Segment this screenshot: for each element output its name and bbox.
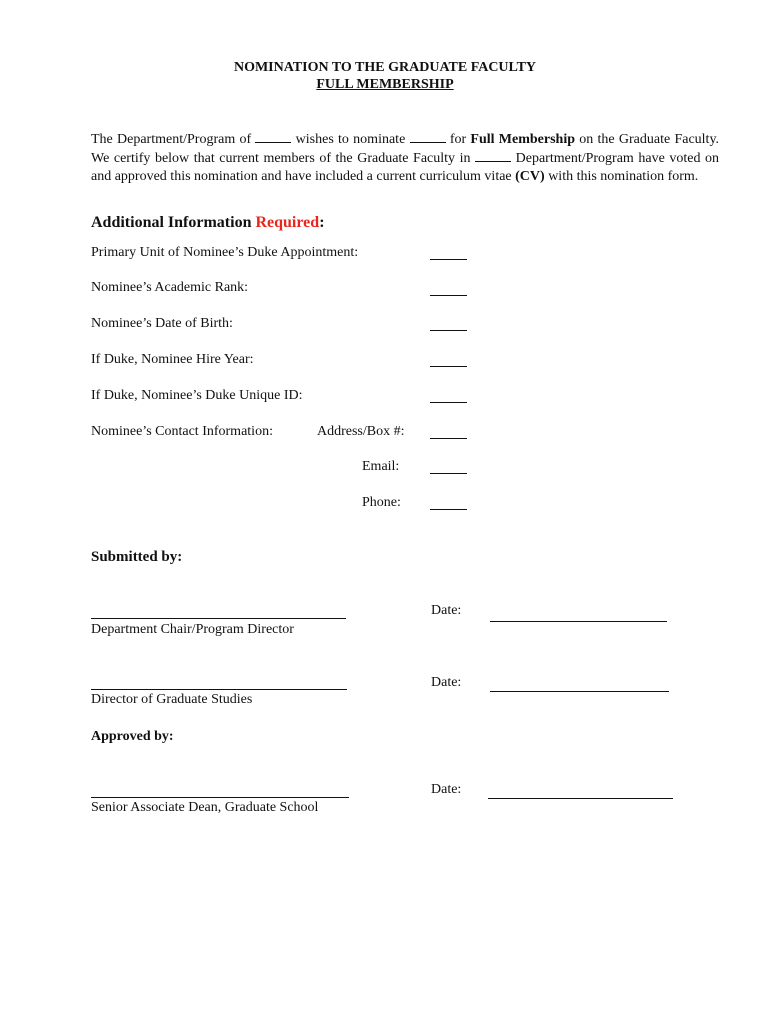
field-label-date-of-birth: Nominee’s Date of Birth:	[91, 316, 233, 331]
chair-date-line[interactable]	[490, 621, 667, 622]
dgs-date-label: Date:	[431, 675, 462, 690]
field-date-of-birth[interactable]	[430, 330, 467, 331]
dean-date-label: Date:	[431, 782, 462, 797]
intro-text-5: on the Graduate Faculty. We certify below that current members of the Graduate Faculty in	[91, 132, 720, 166]
additional-info-heading-colon: :	[319, 214, 325, 231]
submitted-by-heading: Submitted by:	[91, 549, 183, 565]
field-label-hire-year: If Duke, Nominee Hire Year:	[91, 352, 254, 367]
field-phone[interactable]	[430, 509, 467, 510]
dean-signature-label: Senior Associate Dean, Graduate School	[91, 800, 319, 815]
field-label-primary-unit: Primary Unit of Nominee’s Duke Appointment:	[91, 245, 359, 260]
field-primary-unit[interactable]	[430, 259, 467, 260]
intro-text-3: for	[449, 132, 467, 147]
dean-signature-line[interactable]	[91, 797, 349, 798]
form-title: NOMINATION TO THE GRADUATE FACULTY	[233, 60, 537, 75]
chair-signature-label: Department Chair/Program Director	[91, 622, 294, 637]
field-label-email: Email:	[362, 459, 400, 474]
field-hire-year[interactable]	[430, 366, 467, 367]
field-address[interactable]	[430, 438, 467, 439]
additional-info-heading	[91, 214, 325, 232]
field-label-contact-info: Nominee’s Contact Information:	[91, 424, 273, 439]
intro-text-2: wishes to nominate	[295, 132, 406, 147]
dgs-date-line[interactable]	[490, 691, 669, 692]
intro-paragraph	[91, 130, 719, 186]
intro-text-6: Department/Program have voted on and approved this nomination and have included a current curriculum vitae	[91, 151, 720, 184]
intro-text-8: with this nomination form.	[548, 169, 699, 184]
required-label: Required	[255, 214, 320, 231]
field-email[interactable]	[430, 473, 467, 474]
additional-info-heading-a: Additional Information	[91, 214, 252, 231]
faculty-department-blank[interactable]	[475, 149, 511, 162]
intro-full-membership: Full Membership	[470, 132, 576, 147]
field-unique-id[interactable]	[430, 402, 467, 403]
dgs-signature-label: Director of Graduate Studies	[91, 692, 253, 707]
chair-date-label: Date:	[431, 603, 462, 618]
field-label-phone: Phone:	[362, 495, 401, 510]
field-label-unique-id: If Duke, Nominee’s Duke Unique ID:	[91, 388, 303, 403]
nominee-blank[interactable]	[410, 130, 446, 143]
department-blank[interactable]	[255, 130, 291, 143]
intro-text-1: The Department/Program of	[91, 132, 252, 147]
field-label-academic-rank: Nominee’s Academic Rank:	[91, 280, 249, 295]
intro-cv: (CV)	[515, 169, 545, 184]
chair-signature-line[interactable]	[91, 618, 346, 619]
field-academic-rank[interactable]	[430, 295, 467, 296]
form-subtitle: FULL MEMBERSHIP	[316, 77, 454, 92]
field-label-address: Address/Box #:	[317, 424, 405, 439]
approved-by-heading: Approved by:	[91, 729, 174, 744]
dgs-signature-line[interactable]	[91, 689, 347, 690]
dean-date-line[interactable]	[488, 798, 673, 799]
